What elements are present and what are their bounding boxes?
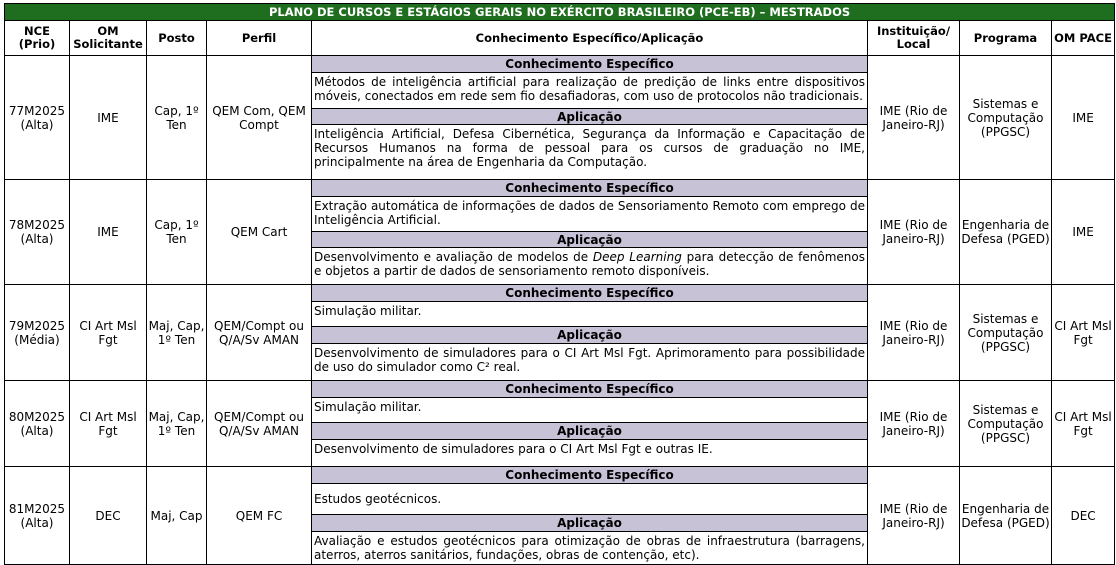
cell-programa: Engenharia de Defesa (PGED) (960, 180, 1052, 285)
cell-posto: Maj, Cap, 1º Ten (147, 381, 207, 467)
header-posto: Posto (147, 21, 207, 56)
cell-nce: 77M2025 (Alta) (5, 56, 70, 180)
courses-table (4, 3, 1115, 565)
cell-programa: Sistemas e Computação (PPGSC) (960, 381, 1052, 467)
cell-perfil: QEM/Compt ou Q/A/Sv AMAN (207, 285, 312, 381)
cell-posto: Maj, Cap, 1º Ten (147, 285, 207, 381)
cell-instituicao: IME (Rio de Janeiro-RJ) (868, 381, 960, 467)
header-nce: NCE (Prio) (5, 21, 70, 56)
table-title: PLANO DE CURSOS E ESTÁGIOS GERAIS NO EXÉRCITO BRASILEIRO (PCE-EB) – MESTRADOS (5, 4, 1115, 21)
table-header-row (5, 21, 1115, 56)
cell-nce: 79M2025 (Média) (5, 285, 70, 381)
cell-nce: 78M2025 (Alta) (5, 180, 70, 285)
cell-posto: Maj, Cap (147, 467, 207, 565)
section-label-aplicacao: Aplicação (312, 231, 867, 248)
aplicacao-text-emphasis: Deep Learning (592, 250, 682, 264)
cell-om-pace: IME (1052, 180, 1115, 285)
cell-om-solicitante: IME (70, 180, 147, 285)
cell-programa: Engenharia de Defesa (PGED) (960, 467, 1052, 565)
cell-instituicao: IME (Rio de Janeiro-RJ) (868, 285, 960, 381)
cell-om-pace: DEC (1052, 467, 1115, 565)
table-row (5, 56, 1115, 180)
conhecimento-text: Simulação militar. (312, 398, 867, 423)
header-perfil: Perfil (207, 21, 312, 56)
section-label-conhecimento: Conhecimento Específico (312, 467, 867, 484)
cell-perfil: QEM Cart (207, 180, 312, 285)
cell-perfil: QEM/Compt ou Q/A/Sv AMAN (207, 381, 312, 467)
table-row (5, 285, 1115, 381)
section-label-aplicacao: Aplicação (312, 515, 867, 532)
cell-nce: 81M2025 (Alta) (5, 467, 70, 565)
cell-programa: Sistemas e Computação (PPGSC) (960, 56, 1052, 180)
conhecimento-text: Métodos de inteligência artificial para realização de predição de links entre dispositivos móveis, conectados em rede sem fio desafiadoras, com uso de protocolos não tradicionais. (314, 75, 865, 103)
cell-om-solicitante: DEC (70, 467, 147, 565)
table-row (5, 467, 1115, 565)
section-label-conhecimento: Conhecimento Específico (312, 285, 867, 302)
header-om-solicitante: OM Solicitante (70, 21, 147, 56)
aplicacao-text (312, 248, 867, 284)
aplicacao-text: Desenvolvimento de simuladores para o CI Art Msl Fgt e outras IE. (314, 442, 713, 456)
courses-table-wrapper (4, 3, 1114, 565)
header-om-pace: OM PACE (1052, 21, 1115, 56)
header-programa: Programa (960, 21, 1052, 56)
cell-posto: Cap, 1º Ten (147, 56, 207, 180)
cell-conhecimento-aplicacao (312, 56, 868, 180)
aplicacao-text: Desenvolvimento de simuladores para o CI Art Msl Fgt. Aprimoramento para possibilidade de uso do simulador como C² real. (314, 346, 865, 374)
cell-programa: Sistemas e Computação (PPGSC) (960, 285, 1052, 381)
cell-conhecimento-aplicacao (312, 467, 868, 565)
cell-om-solicitante: CI Art Msl Fgt (70, 285, 147, 381)
aplicacao-text: Avaliação e estudos geotécnicos para otimização de obras de infraestrutura (barragens, aterros, aterros sanitários, fundações, obras de contenção, etc). (314, 534, 865, 562)
cell-instituicao: IME (Rio de Janeiro-RJ) (868, 467, 960, 565)
section-label-conhecimento: Conhecimento Específico (312, 180, 867, 197)
cell-perfil: QEM Com, QEM Compt (207, 56, 312, 180)
aplicacao-text-end: para detecção de fenômenos e objetos a partir de dados de sensoriamento remoto disponíveis. (314, 250, 865, 278)
conhecimento-text: Extração automática de informações de dados de Sensoriamento Remoto com emprego de Inteligência Artificial. (314, 199, 865, 227)
cell-perfil: QEM FC (207, 467, 312, 565)
aplicacao-text-start: Desenvolvimento e avaliação de modelos de (314, 250, 593, 264)
cell-om-pace: CI Art Msl Fgt (1052, 285, 1115, 381)
section-label-aplicacao: Aplicação (312, 423, 867, 440)
header-instituicao-local: Instituição/ Local (868, 21, 960, 56)
cell-instituicao: IME (Rio de Janeiro-RJ) (868, 56, 960, 180)
cell-posto: Cap, 1º Ten (147, 180, 207, 285)
conhecimento-text: Simulação militar. (312, 302, 867, 327)
cell-instituicao: IME (Rio de Janeiro-RJ) (868, 180, 960, 285)
aplicacao-text: Inteligência Artificial, Defesa Cibernética, Segurança da Informação e Capacitação de Recursos Humanos na forma de pessoal para os cursos de graduação no IME, principalmente na área de Engenharia da Computação. (314, 127, 865, 169)
cell-om-pace: CI Art Msl Fgt (1052, 381, 1115, 467)
table-row (5, 180, 1115, 285)
cell-conhecimento-aplicacao (312, 180, 868, 285)
section-label-conhecimento: Conhecimento Específico (312, 381, 867, 398)
table-title-row (5, 4, 1115, 21)
cell-om-solicitante: IME (70, 56, 147, 180)
section-label-conhecimento: Conhecimento Específico (312, 56, 867, 73)
cell-conhecimento-aplicacao (312, 381, 868, 467)
table-row (5, 381, 1115, 467)
section-label-aplicacao: Aplicação (312, 108, 867, 125)
section-label-aplicacao: Aplicação (312, 327, 867, 344)
cell-nce: 80M2025 (Alta) (5, 381, 70, 467)
header-conhecimento-aplicacao: Conhecimento Específico/Aplicação (312, 21, 868, 56)
conhecimento-text: Estudos geotécnicos. (312, 484, 867, 515)
cell-conhecimento-aplicacao (312, 285, 868, 381)
cell-om-solicitante: CI Art Msl Fgt (70, 381, 147, 467)
cell-om-pace: IME (1052, 56, 1115, 180)
